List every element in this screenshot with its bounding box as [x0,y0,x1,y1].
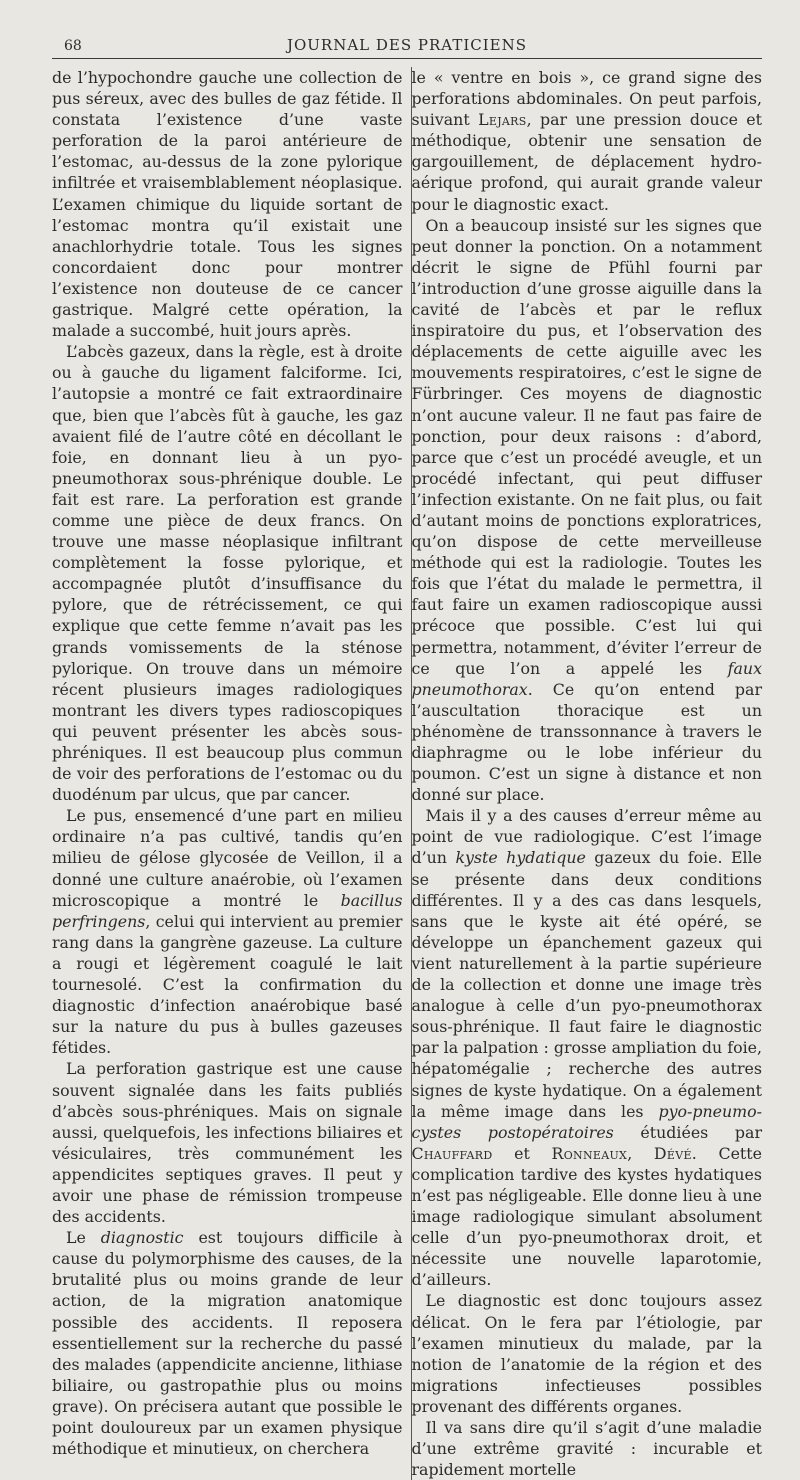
continued-paragraph [412,67,763,215]
paragraph [52,1227,403,1459]
text-run: On a beaucoup insisté sur les signes que peut donner la ponction. On a notamment décrit le signe de Pfühl fourni par l’introduction d’une grosse aiguille dans la cavité de l’abcès et par le reflux inspiratoire du pus, et l’observation des déplacements de cette aiguille avec les mouvements respiratoires, c’est le signe de Fürbringer. Ces moyens de diagnostic n’ont aucune valeur. Il ne faut pas faire de ponction, pour deux raisons : d’abord, parce que c’est un procédé aveugle, et un procédé infectant, qui peut diffuser l’infection existante. On ne fait plus, ou fait d’autant moins de ponctions exploratrices, qu’on dispose de cette merveilleuse méthode qui est la radiologie. Toutes les fois que l’état du malade le permettra, il faut faire un examen radioscopique aussi précoce que possible. C’est lui qui permettra, notamment, d’éviter l’erreur de ce que l’on a appelé les [411,215,762,678]
text-run: . Cette complication tardive des kystes hydatiques n’est pas négligeable. Elle donne lieu à une image radiologique simulant absolument celle d’un pyo-pneumothorax droit, et nécessite une nouvelle laparotomie, d’ailleurs. [411,1143,762,1290]
italic-term: bacillus perfringens [52,890,403,931]
page-number: 68 [64,38,82,54]
text-run: , par une pression douce et méthodique, obtenir une sensation de gargouillement, de déplacement hydro-aérique profond, qui aurait grande valeur pour le diagnostic exact. [411,110,762,214]
continued-paragraph [52,67,403,341]
text-run: le « ventre en bois », ce grand signe des perforations abdominales. On peut parfois, suivant [411,68,762,130]
paragraph [412,1290,763,1417]
text-run: Mais il y a des causes d’erreur même au point de vue radiologique. C’est l’image d’un [411,806,762,868]
paragraph [52,1058,403,1227]
text-run: Le [66,1228,101,1248]
paragraph [412,805,763,1290]
text-run: La perforation gastrique est une cause souvent signalée dans les faits publiés d’abcès sous-phréniques. Mais on signale aussi, quelquefois, les infections biliaires et vésiculaires, très communément les appendicites septiques graves. Il peut y avoir une phase de rémission trompeuse des accidents. [52,1059,403,1227]
italic-term: faux pneumothorax [411,658,762,699]
left-column [52,67,412,1480]
article-body [52,67,762,1480]
author-name: Chauffard [411,1143,493,1163]
italic-term: pyo-pneumo-cystes postopératoires [411,1101,762,1142]
paragraph [52,341,403,805]
author-name: Ronneaux [551,1143,628,1163]
text-run: de l’hypochondre gauche une collection de pus séreux, avec des bulles de gaz fétide. Il constata l’existence d’une vaste perforation de la paroi antérieure de l’estomac, au-dessus de la zone pylorique infiltrée et vraisemblablement néoplasique. L’examen chimique du liquide sortant de l’estomac montra qu’il existait une anachlorhydrie totale. Tous les signes concordaient donc pour montrer l’existence non douteuse de ce cancer gastrique. Malgré cette opération, la malade a succombé, huit jours après. [52,68,403,341]
text-run: gazeux du foie. Elle se présente dans deux conditions différentes. Il y a des cas dans lesquels, sans que le kyste ait été opéré, se développe un épanchement gazeux qui vient naturellement à la partie supérieure de la collection et donne une image très analogue à celle d’un pyo-pneumothorax sous-phrénique. Il faut faire le diagnostic par la palpation : grosse ampliation du foie, hépatomégalie ; recherche des autres signes de kyste hydatique. On a également la même image dans les [411,848,762,1121]
text-run: Le pus, ensemencé d’une part en milieu ordinaire n’a pas cultivé, tandis qu’en milieu de gélose glycosée de Veillon, il a donné une culture anaérobie, où l’examen microscopique a montré le [52,806,403,910]
text-run: est toujours difficile à cause du polymorphisme des causes, de la brutalité plus ou moins grande de leur action, de la migration anatomique possible des accidents. Il reposera essentiellement sur la recherche du passé des malades (appendicite ancienne, lithiase biliaire, ou gastropathie plus ou moins grave). On précisera autant que possible le point douloureux par un examen physique méthodique et minutieux, on cherchera [52,1228,403,1459]
italic-term: kyste hydatique [455,848,586,868]
paragraph [52,805,403,1058]
text-run: Le diagnostic est donc toujours assez délicat. On le fera par l’étiologie, par l’examen minutieux du malade, par la notion de l’anatomie de la région et des migrations infectieuses possibles provenant des différents organes. [411,1291,762,1416]
text-run: L’abcès gazeux, dans la règle, est à droite ou à gauche du ligament falciforme. Ici, l’autopsie a montré ce fait extraordinaire que, bien que l’abcès fût à gauche, les gaz avaient filé de l’autre côté en décollant le foie, en donnant lieu à un pyo-pneumothorax sous-phrénique double. Le fait est rare. La perforation est grande comme une pièce de deux francs. On trouve une masse néoplasique infiltrant complètement la fosse pylorique, et accompagnée plutôt d’insuffisance du pylore, que de rétrécissement, ce qui explique que cette femme n’avait pas les grands vomissements de la sténose pylorique. On trouve dans un mémoire récent plusieurs images radiologiques montrant les divers types radioscopiques qui peuvent présenter les abcès sous-phréniques. Il est beaucoup plus commun de voir des perforations de l’estomac ou du duodénum par ulcus, que par cancer. [52,342,403,805]
text-run: et [492,1143,552,1163]
italic-term: diagnostic [100,1228,184,1248]
right-column [412,67,763,1480]
text-run: , [627,1143,654,1163]
paragraph [412,215,763,806]
page-header [52,36,762,59]
text-run: . Ce qu’on entend par l’auscultation thoracique est un phénomène de transsonnance à travers le diaphragme ou le lobe inférieur du poumon. C’est un signe à distance et non donné sur place. [411,679,762,805]
journal-title: JOURNAL DES PRATICIENS [286,36,528,54]
paragraph [412,1417,763,1480]
text-run: , celui qui intervient au premier rang dans la gangrène gazeuse. La culture a rougi et légèrement coagulé le lait tournesolé. C’est la confirmation du diagnostic d’infection anaérobique basé sur la nature du pus à bulles gazeuses fétides. [52,911,403,1058]
author-name: Lejars [478,110,527,130]
author-name: Dévé [653,1143,692,1163]
text-run: étudiées par [613,1122,763,1142]
text-run: Il va sans dire qu’il s’agit d’une maladie d’une extrême gravité : incurable et rapidement mortelle [411,1418,762,1480]
